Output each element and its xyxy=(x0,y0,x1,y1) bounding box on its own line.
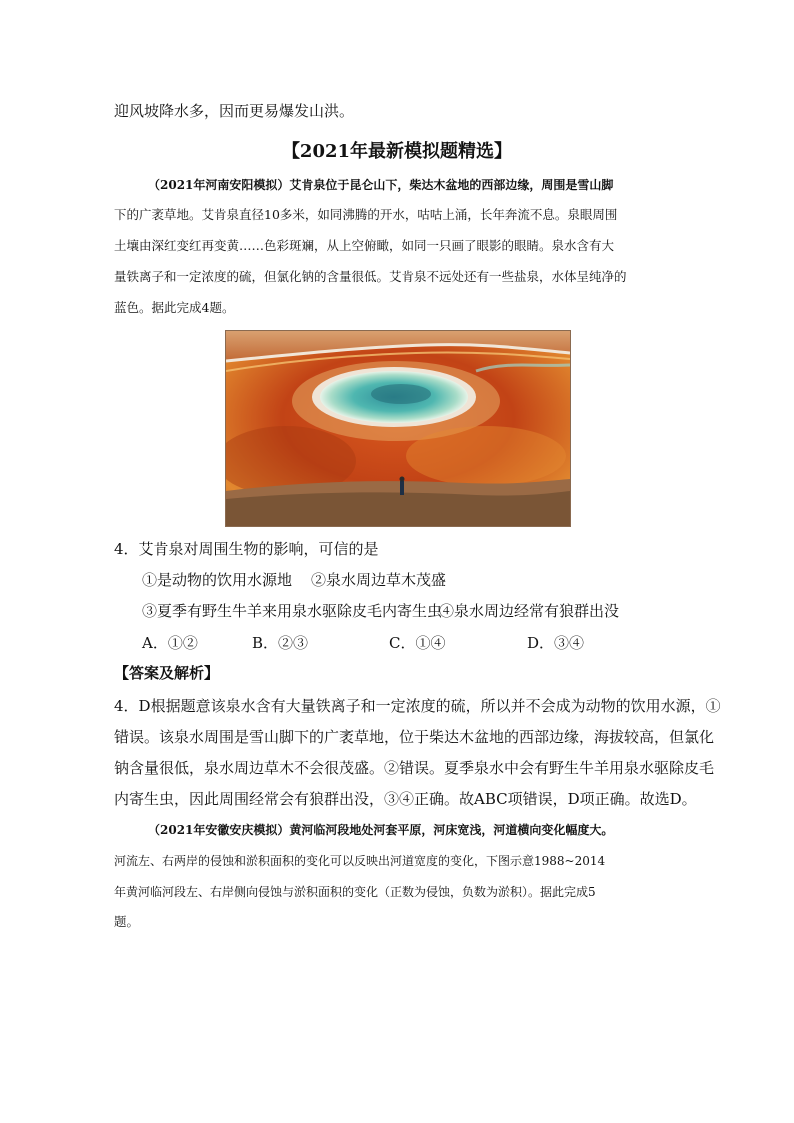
intro-line: 迎风坡降水多，因而更易爆发山洪。 xyxy=(114,102,355,120)
question-4-stem: 4．艾肯泉对周围生物的影响，可信的是 xyxy=(114,540,379,558)
hot-spring-photo xyxy=(225,330,571,527)
q4-source-line: 下的广袤草地。艾肯泉直径10多米，如同沸腾的开水，咕咕上涌，长年奔流不息。泉眼周围 xyxy=(114,207,618,222)
q4-choice-b: B．②③ xyxy=(252,634,309,652)
section-title: 【2021年最新模拟题精选】 xyxy=(281,141,513,162)
q4-choice-d: D．③④ xyxy=(527,634,585,652)
q4-source-line: 蓝色。据此完成4题。 xyxy=(114,300,235,315)
q5-source-line: 河流左、右两岸的侵蚀和淤积面积的变化可以反映出河道宽度的变化，下图示意1988~2014 xyxy=(114,854,606,868)
q4-source-line: 量铁离子和一定浓度的硫，但氯化钠的含量很低。艾肯泉不远处还有一些盐泉，水体呈纯净的 xyxy=(114,269,627,284)
q4-choice-a: A．①② xyxy=(142,634,198,652)
q5-source-line: 题。 xyxy=(114,914,140,929)
q4-choice-c: C．①④ xyxy=(389,634,446,652)
q4-item-4: ④泉水周边经常有狼群出没 xyxy=(439,602,620,620)
answer-line: 内寄生虫，因此周围经常会有狼群出没，③④正确。故ABC项错误，D项正确。故选D。 xyxy=(114,790,697,808)
q5-source-line: 年黄河临河段左、右岸侧向侵蚀与淤积面积的变化（正数为侵蚀，负数为淤积）。据此完成5 xyxy=(114,885,596,899)
answer-line: 4．D根据题意该泉水含有大量铁离子和一定浓度的硫，所以并不会成为动物的饮用水源，① xyxy=(114,697,721,715)
answer-line: 错误。该泉水周围是雪山脚下的广袤草地，位于柴达木盆地的西部边缘，海拔较高，但氯化 xyxy=(114,728,715,746)
answer-header: 【答案及解析】 xyxy=(114,664,220,682)
q4-item-3: ③夏季有野生牛羊来用泉水驱除皮毛内寄生虫 xyxy=(142,602,443,620)
q4-source-line: 土壤由深红变红再变黄……色彩斑斓，从上空俯瞰，如同一只画了眼影的眼睛。泉水含有大 xyxy=(114,238,615,253)
q5-source-line: （2021年安徽安庆模拟）黄河临河段地处河套平原，河床宽浅，河道横向变化幅度大。 xyxy=(148,823,614,837)
q4-item-2: ②泉水周边草木茂盛 xyxy=(311,571,447,589)
answer-line: 钠含量很低，泉水周边草木不会很茂盛。②错误。夏季泉水中会有野生牛羊用泉水驱除皮毛 xyxy=(114,759,715,777)
q4-item-1: ①是动物的饮用水源地 xyxy=(142,571,293,589)
q4-source-line: （2021年河南安阳模拟）艾肯泉位于昆仑山下，柴达木盆地的西部边缘，周围是雪山脚 xyxy=(148,178,614,192)
